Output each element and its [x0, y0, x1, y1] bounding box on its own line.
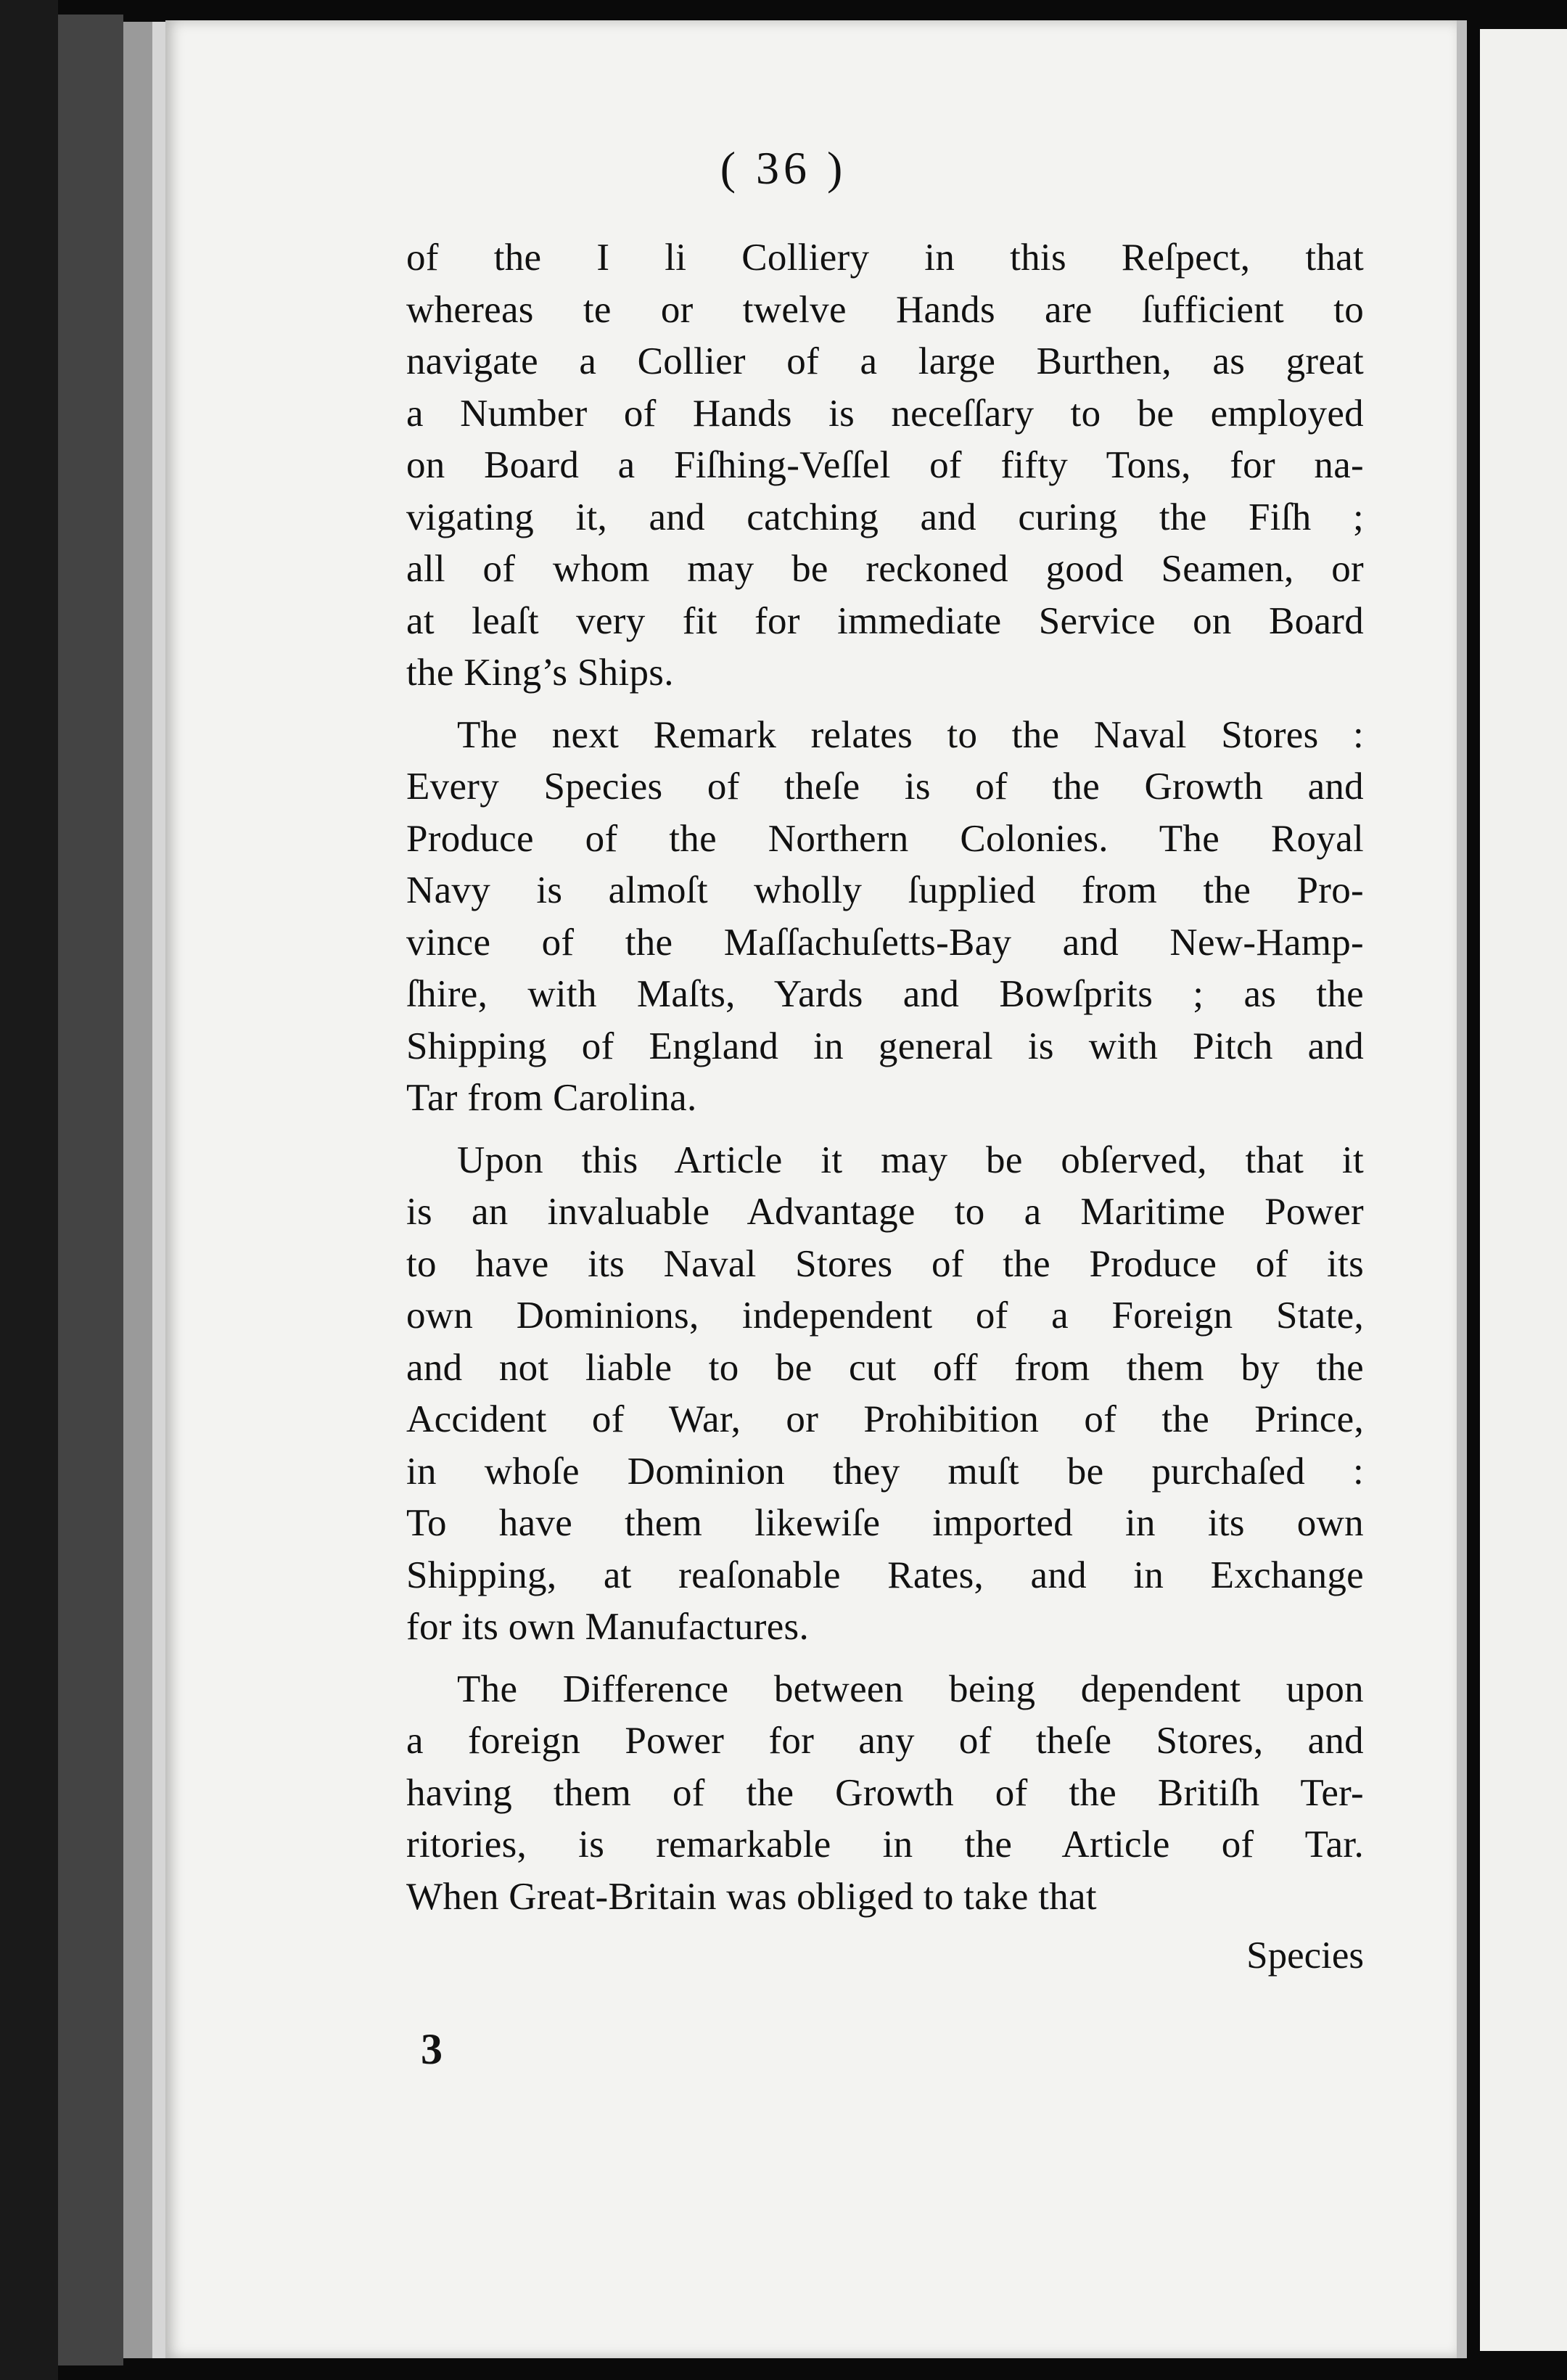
text-line: and not liable to be cut off from them by the	[406, 1346, 1364, 1389]
paragraph	[406, 1664, 1364, 1924]
page-number: ( 36 )	[720, 142, 847, 194]
page-right-edge	[1457, 20, 1467, 2358]
page-stack-edge	[123, 22, 152, 2358]
text-line: at leaſt very fit for immediate Service on Board	[406, 599, 1364, 642]
text-line: for its own Manufactures.	[406, 1606, 810, 1648]
signature-mark: 3	[421, 2025, 443, 2073]
text-line: Shipping, at reaſonable Rates, and in Exchange	[406, 1554, 1364, 1596]
catchword: Species	[1246, 1934, 1364, 1977]
text-line: own Dominions, independent of a Foreign State,	[406, 1294, 1364, 1337]
text-line: ritories, is remarkable in the Article of Tar.	[406, 1823, 1364, 1866]
text-line: ſhire, with Maſts, Yards and Bowſprits ; as the	[406, 973, 1364, 1015]
paragraph	[406, 232, 1364, 699]
paragraph	[406, 1135, 1364, 1654]
page-stack-edge-light	[152, 22, 167, 2358]
binding-shadow	[0, 0, 58, 2380]
text-line: vigating it, and catching and curing the Fiſh ;	[406, 496, 1364, 538]
text-line: Shipping of England in general is with Pitch and	[406, 1025, 1364, 1067]
text-line: To have them likewiſe imported in its own	[406, 1502, 1364, 1544]
text-line: whereas te or twelve Hands are ſufficient to	[406, 288, 1364, 331]
text-line: to have its Naval Stores of the Produce of its	[406, 1242, 1364, 1285]
text-line: in whoſe Dominion they muſt be purchaſed :	[406, 1450, 1364, 1493]
binding-edge	[58, 15, 123, 2365]
text-line: The next Remark relates to the Naval Stores :	[457, 713, 1364, 756]
text-line: Navy is almoſt wholly ſupplied from the Pro-	[406, 869, 1364, 911]
text-line: Every Species of theſe is of the Growth and	[406, 766, 1364, 808]
facing-page-strip	[1480, 29, 1567, 2351]
text-line: the King’s Ships.	[406, 652, 674, 694]
text-line: navigate a Collier of a large Burthen, as great	[406, 340, 1364, 382]
text-line: Accident of War, or Prohibition of the Prince,	[406, 1398, 1364, 1440]
text-line: Produce of the Northern Colonies. The Royal	[406, 817, 1364, 860]
paragraph	[406, 710, 1364, 1125]
text-line: a foreign Power for any of theſe Stores, and	[406, 1720, 1364, 1762]
text-line: vince of the Maſſachuſetts-Bay and New-Hamp-	[406, 921, 1364, 964]
text-line: Upon this Article it may be obſerved, that it	[457, 1138, 1364, 1181]
text-line: When Great-Britain was obliged to take that	[406, 1875, 1097, 1918]
text-line: on Board a Fiſhing-Veſſel of fifty Tons, for na-	[406, 444, 1364, 486]
text-line: of the I li Colliery in this Reſpect, that	[406, 237, 1364, 279]
text-line: Tar from Carolina.	[406, 1077, 697, 1119]
body-text	[406, 232, 1364, 1933]
text-line: all of whom may be reckoned good Seamen, or	[406, 548, 1364, 590]
text-line: The Difference between being dependent upon	[457, 1667, 1364, 1710]
text-line: having them of the Growth of the Britiſh Ter-	[406, 1771, 1364, 1814]
text-line: a Number of Hands is neceſſary to be employed	[406, 392, 1364, 435]
text-line: is an invaluable Advantage to a Maritime Power	[406, 1191, 1364, 1233]
